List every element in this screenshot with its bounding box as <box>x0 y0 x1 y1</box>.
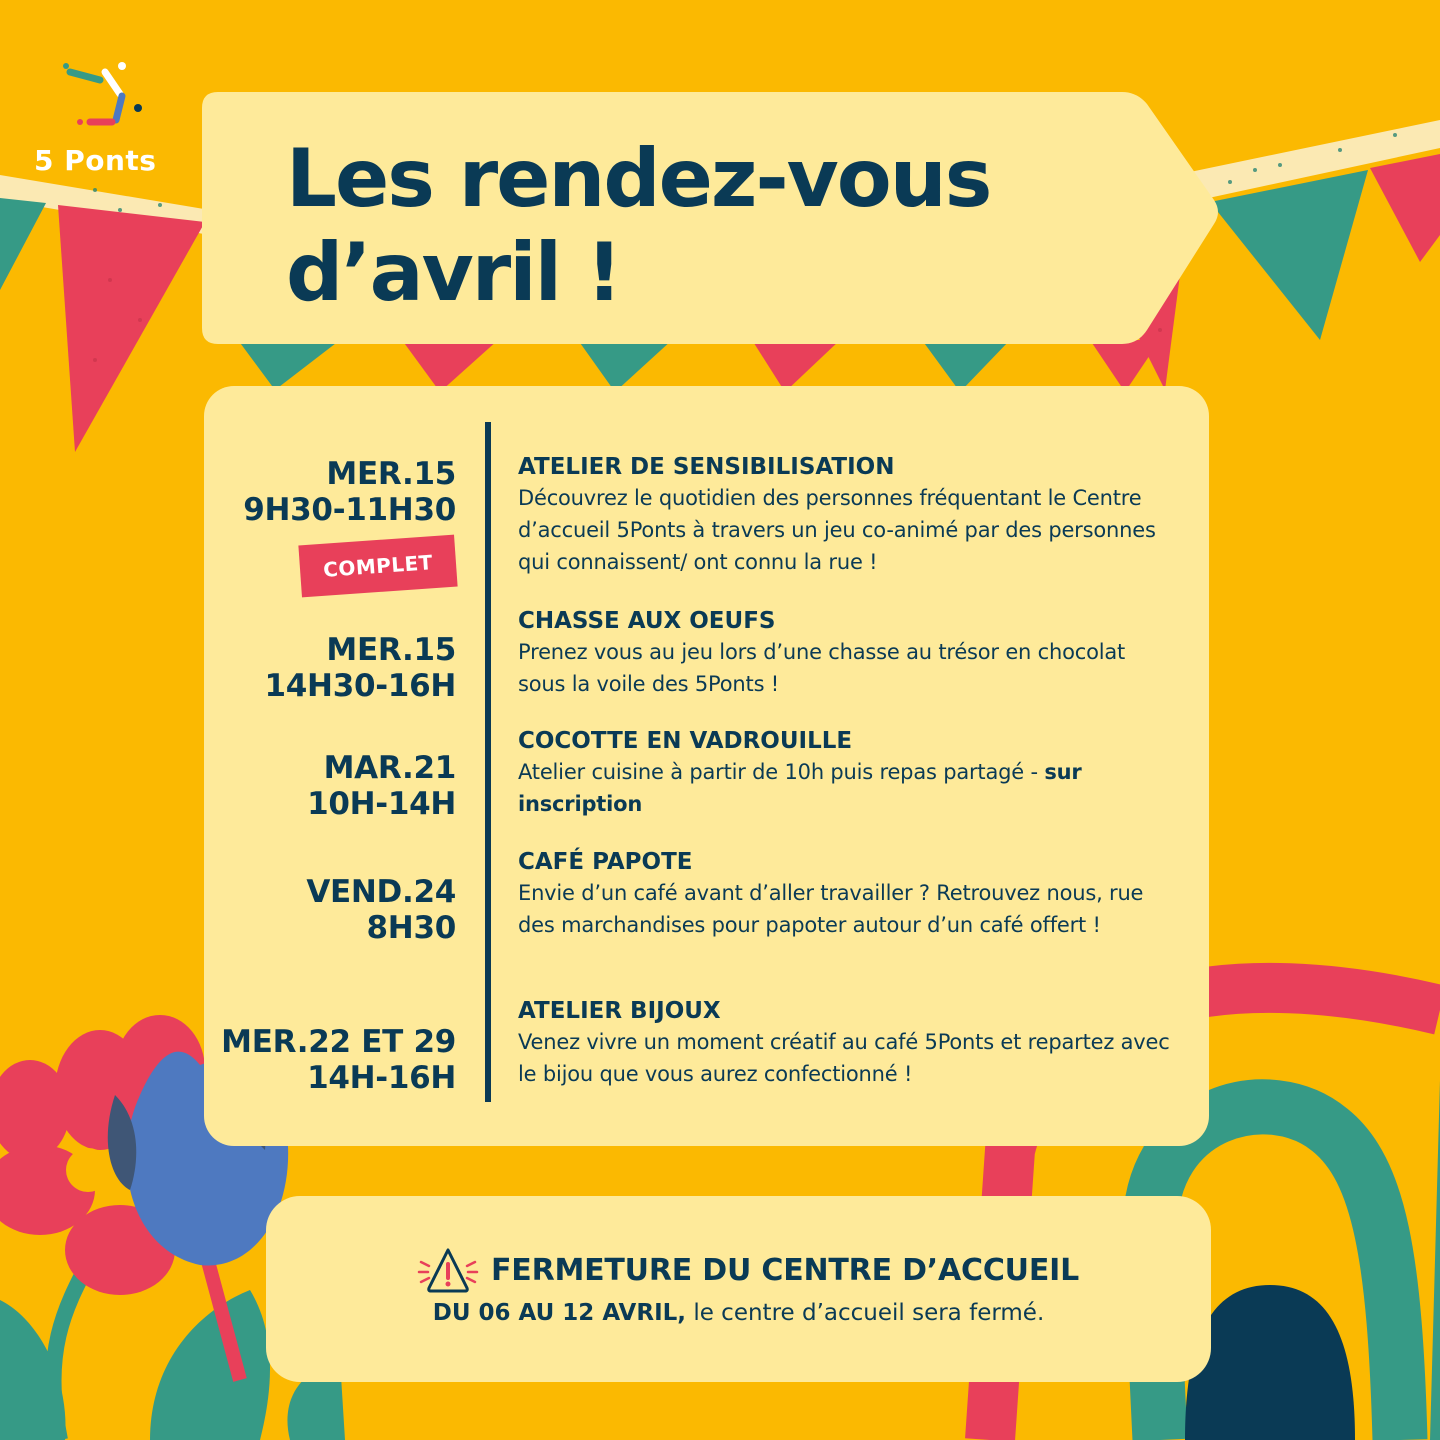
event-time: 10H-14H <box>307 786 456 822</box>
title-line-2: d’avril ! <box>286 226 621 319</box>
logo <box>30 58 180 188</box>
event-time: 8H30 <box>366 910 456 946</box>
event-title: ATELIER BIJOUX <box>518 998 721 1024</box>
notice-title-row <box>348 1240 1148 1300</box>
closure-notice <box>266 1196 1211 1382</box>
event-date-2 <box>265 632 456 704</box>
event-title: CHASSE AUX OEUFS <box>518 608 776 634</box>
event-description-bold: sur inscription <box>518 760 1082 816</box>
event-day: MER.15 <box>326 632 456 668</box>
logo-mark-icon <box>30 58 150 138</box>
event-item-5 <box>518 996 1178 1090</box>
event-day: MAR.21 <box>323 750 456 786</box>
event-title: ATELIER DE SENSIBILISATION <box>518 454 895 480</box>
notice-dates: DU 06 AU 12 AVRIL, <box>432 1300 687 1326</box>
title-banner <box>202 92 1222 344</box>
event-date-5 <box>221 1024 456 1096</box>
event-item-3 <box>518 726 1178 820</box>
page-title <box>286 132 1166 320</box>
event-description: Venez vivre un moment créatif au café 5Ponts et repartez avec le bijou que vous aurez confectionné ! <box>518 1030 1170 1086</box>
event-time: 14H30-16H <box>264 668 456 704</box>
schedule-divider <box>485 422 491 1102</box>
notice-message: le centre d’accueil sera fermé. <box>686 1300 1045 1326</box>
title-line-1: Les rendez-vous <box>286 132 991 225</box>
event-description: Envie d’un café avant d’aller travailler ? Retrouvez nous, rue des marchandises pour papoter autour d’un café offert ! <box>518 881 1144 937</box>
event-item-4 <box>518 847 1178 941</box>
notice-title: FERMETURE DU CENTRE D’ACCUEIL <box>490 1252 1079 1288</box>
logo-text: 5 Ponts <box>34 144 157 177</box>
event-description: Atelier cuisine à partir de 10h puis repas partagé - <box>518 760 1045 784</box>
complet-badge: COMPLET <box>298 535 457 598</box>
event-date-3 <box>307 750 456 822</box>
event-description: Découvrez le quotidien des personnes fréquentant le Centre d’accueil 5Ponts à travers un jeu co-animé par des personnes qui connaissent/ ont connu la rue ! <box>518 486 1156 574</box>
event-date-1 <box>243 456 456 528</box>
event-title: CAFÉ PAPOTE <box>518 849 693 875</box>
notice-text <box>286 1300 1191 1326</box>
warning-icon <box>417 1244 479 1296</box>
event-title: COCOTTE EN VADROUILLE <box>518 728 853 754</box>
event-item-1 <box>518 452 1178 578</box>
event-item-2 <box>518 606 1178 700</box>
event-description-wrap <box>518 756 1178 820</box>
event-description: Prenez vous au jeu lors d’une chasse au trésor en chocolat sous la voile des 5Ponts ! <box>518 640 1126 696</box>
event-date-4 <box>306 874 456 946</box>
event-time: 9H30-11H30 <box>243 492 456 528</box>
event-time: 14H-16H <box>307 1060 456 1096</box>
event-day: MER.15 <box>326 456 456 492</box>
event-day: MER.22 ET 29 <box>221 1024 456 1060</box>
event-day: VEND.24 <box>306 874 456 910</box>
